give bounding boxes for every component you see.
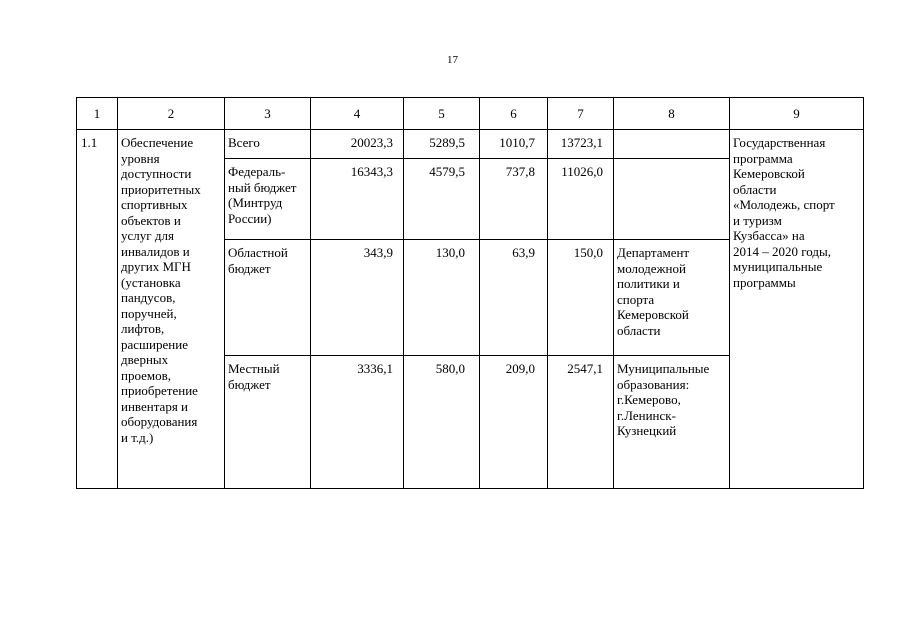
value-col4: 16343,3 (350, 164, 393, 179)
page-number: 17 (447, 54, 458, 66)
source-cell (225, 130, 311, 159)
header-cell: 5 (404, 98, 480, 130)
value-col5: 4579,5 (429, 164, 465, 179)
source-text: Федераль- ный бюджет (Минтруд России) (228, 164, 297, 226)
source-text: Всего (228, 135, 260, 150)
value-cell (548, 240, 614, 356)
value-col6: 737,8 (505, 164, 535, 179)
value-cell (480, 356, 548, 489)
row-number-cell (77, 130, 118, 489)
row-number: 1.1 (81, 135, 98, 150)
value-col6: 209,0 (505, 361, 535, 376)
header-cell: 3 (225, 98, 311, 130)
value-col6: 1010,7 (499, 135, 535, 150)
header-row (77, 98, 864, 130)
source-text: Областной бюджет (228, 245, 288, 276)
value-cell (548, 130, 614, 159)
executor-text (614, 130, 729, 139)
source-cell (225, 356, 311, 489)
value-col7: 11026,0 (561, 164, 603, 179)
header-cell: 4 (311, 98, 404, 130)
value-col5: 130,0 (435, 245, 465, 260)
header-cell: 8 (614, 98, 730, 130)
source-text: Местный бюджет (228, 361, 280, 392)
program-text: Государственная программа Кемеровской области «Молодежь, спорт и туризм Кузбасса» на 2014 – 2020 годы, муниципальные программы (733, 135, 835, 290)
value-col4: 3336,1 (357, 361, 393, 376)
value-col7: 150,0 (573, 245, 603, 260)
table-row (77, 130, 864, 159)
executor-text: Департамент молодежной политики и спорта Кемеровской области (617, 245, 690, 338)
header-cell: 2 (118, 98, 225, 130)
measure-cell (118, 130, 225, 489)
value-cell (480, 130, 548, 159)
header-cell: 6 (480, 98, 548, 130)
value-col5: 5289,5 (429, 135, 465, 150)
value-cell (404, 356, 480, 489)
header-cell: 7 (548, 98, 614, 130)
executor-cell (614, 130, 730, 159)
executor-cell (614, 159, 730, 240)
header-cell: 9 (730, 98, 864, 130)
measure-text: Обеспечение уровня доступности приоритетных спортивных объектов и услуг для инвалидов и других МГН (установка пандусов, поручней, лифтов, расширение дверных проемов, приобретение инвентаря и оборудования и т.д.) (121, 135, 201, 445)
value-cell (311, 159, 404, 240)
value-col4: 20023,3 (350, 135, 393, 150)
executor-cell (614, 356, 730, 489)
value-cell (404, 159, 480, 240)
program-cell (730, 130, 864, 489)
value-cell (311, 240, 404, 356)
value-cell (548, 356, 614, 489)
value-col6: 63,9 (512, 245, 535, 260)
executor-cell (614, 240, 730, 356)
value-cell (480, 240, 548, 356)
program-table (76, 97, 864, 489)
value-col4: 343,9 (363, 245, 393, 260)
value-col7: 2547,1 (567, 361, 603, 376)
value-cell (311, 130, 404, 159)
value-cell (404, 240, 480, 356)
executor-text: Муниципальные образования: г.Кемерово, г.Ленинск- Кузнецкий (617, 361, 710, 438)
value-cell (548, 159, 614, 240)
executor-text (614, 159, 729, 168)
value-col7: 13723,1 (560, 135, 603, 150)
value-col5: 580,0 (435, 361, 465, 376)
source-cell (225, 159, 311, 240)
value-cell (311, 356, 404, 489)
header-cell: 1 (77, 98, 118, 130)
value-cell (404, 130, 480, 159)
value-cell (480, 159, 548, 240)
source-cell (225, 240, 311, 356)
